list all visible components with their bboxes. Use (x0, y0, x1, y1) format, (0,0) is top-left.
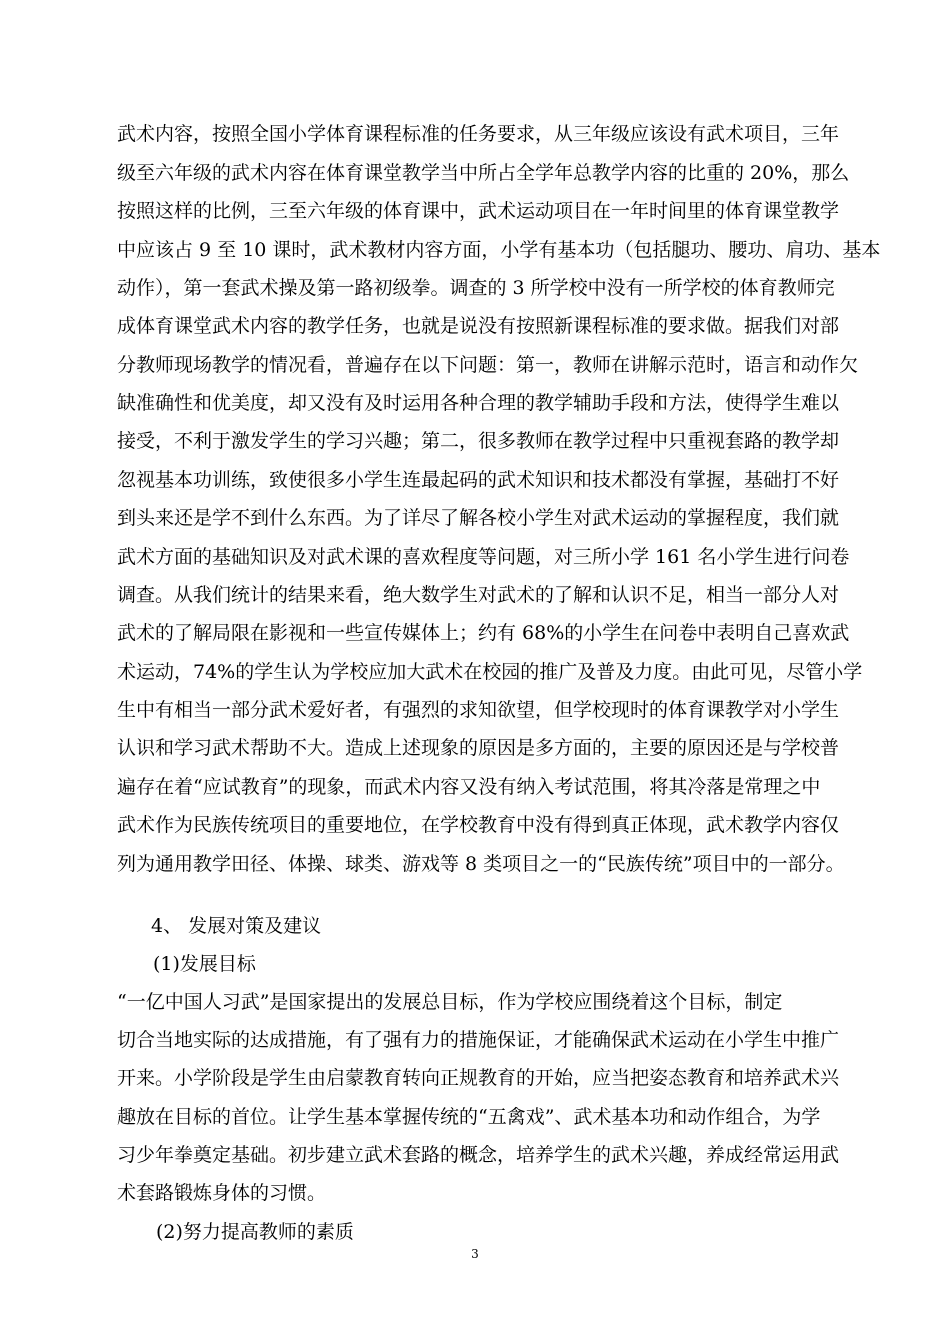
text-line: 武术内容，按照全国小学体育课程标准的任务要求，从三年级应该设有武术项目，三年 (117, 123, 840, 145)
text-line: 认识和学习武术帮助不大。造成上述现象的原因是多方面的，主要的原因还是与学校普 (117, 737, 840, 759)
text-line: 术套路锻炼身体的习惯。 (117, 1182, 327, 1204)
text-line: 武术的了解局限在影视和一些宣传媒体上；约有 68%的小学生在问卷中表明自己喜欢武 (117, 622, 850, 644)
text-line: 缺准确性和优美度，却又没有及时运用各种合理的教学辅助手段和方法，使得学生难以 (117, 392, 840, 414)
text-line: 术运动，74%的学生认为学校应加大武术在校园的推广及普及力度。由此可见，尽管小学 (117, 661, 863, 683)
text-line: 开来。小学阶段是学生由启蒙教育转向正规教育的开始，应当把姿态教育和培养武术兴 (117, 1067, 840, 1089)
subheading-teacher-quality: (2)努力提高教师的素质 (156, 1221, 354, 1243)
text-line: “一亿中国人习武”是国家提出的发展总目标，作为学校应围绕着这个目标，制定 (117, 991, 783, 1013)
text-line: 列为通用教学田径、体操、球类、游戏等 8 类项目之一的“民族传统”项目中的一部分。 (117, 853, 845, 875)
text-line: 级至六年级的武术内容在体育课堂教学当中所占全学年总教学内容的比重的 20%，那么 (117, 162, 850, 184)
text-line: 调查。从我们统计的结果来看，绝大数学生对武术的了解和认识不足，相当一部分人对 (117, 584, 840, 606)
text-line: 趣放在目标的首位。让学生基本掌握传统的“五禽戏”、武术基本功和动作组合，为学 (117, 1106, 821, 1128)
text-line: 接受，不利于激发学生的学习兴趣；第二，很多教师在教学过程中只重视套路的教学却 (117, 430, 840, 452)
text-line: 习少年拳奠定基础。初步建立武术套路的概念，培养学生的武术兴趣，养成经常运用武 (117, 1144, 840, 1166)
text-line: 成体育课堂武术内容的教学任务，也就是说没有按照新课程标准的要求做。据我们对部 (117, 315, 840, 337)
page-number: 3 (471, 1247, 479, 1261)
text-line: 到头来还是学不到什么东西。为了详尽了解各校小学生对武术运动的掌握程度，我们就 (117, 507, 840, 529)
subheading-development-goal: (1)发展目标 (153, 953, 256, 975)
text-line: 分教师现场教学的情况看，普遍存在以下问题：第一，教师在讲解示范时，语言和动作欠 (117, 354, 859, 376)
text-line: 中应该占 9 至 10 课时，武术教材内容方面，小学有基本功（包括腿功、腰功、肩功、基本 (117, 239, 881, 261)
text-line: 武术方面的基础知识及对武术课的喜欢程度等问题，对三所小学 161 名小学生进行问卷 (117, 546, 850, 568)
text-line: 动作），第一套武术操及第一路初级拳。调查的 3 所学校中没有一所学校的体育教师完 (117, 277, 835, 299)
text-line: 武术作为民族传统项目的重要地位，在学校教育中没有得到真正体现，武术教学内容仅 (117, 814, 840, 836)
section-heading: 4、 发展对策及建议 (151, 915, 322, 937)
text-line: 遍存在着“应试教育”的现象，而武术内容又没有纳入考试范围，将其冷落是常理之中 (117, 776, 821, 798)
text-line: 忽视基本功训练，致使很多小学生连最起码的武术知识和技术都没有掌握，基础打不好 (117, 469, 840, 491)
text-line: 按照这样的比例，三至六年级的体育课中，武术运动项目在一年时间里的体育课堂教学 (117, 200, 840, 222)
text-line: 生中有相当一部分武术爱好者，有强烈的求知欲望，但学校现时的体育课教学对小学生 (117, 699, 840, 721)
text-line: 切合当地实际的达成措施，有了强有力的措施保证，才能确保武术运动在小学生中推广 (117, 1029, 840, 1051)
